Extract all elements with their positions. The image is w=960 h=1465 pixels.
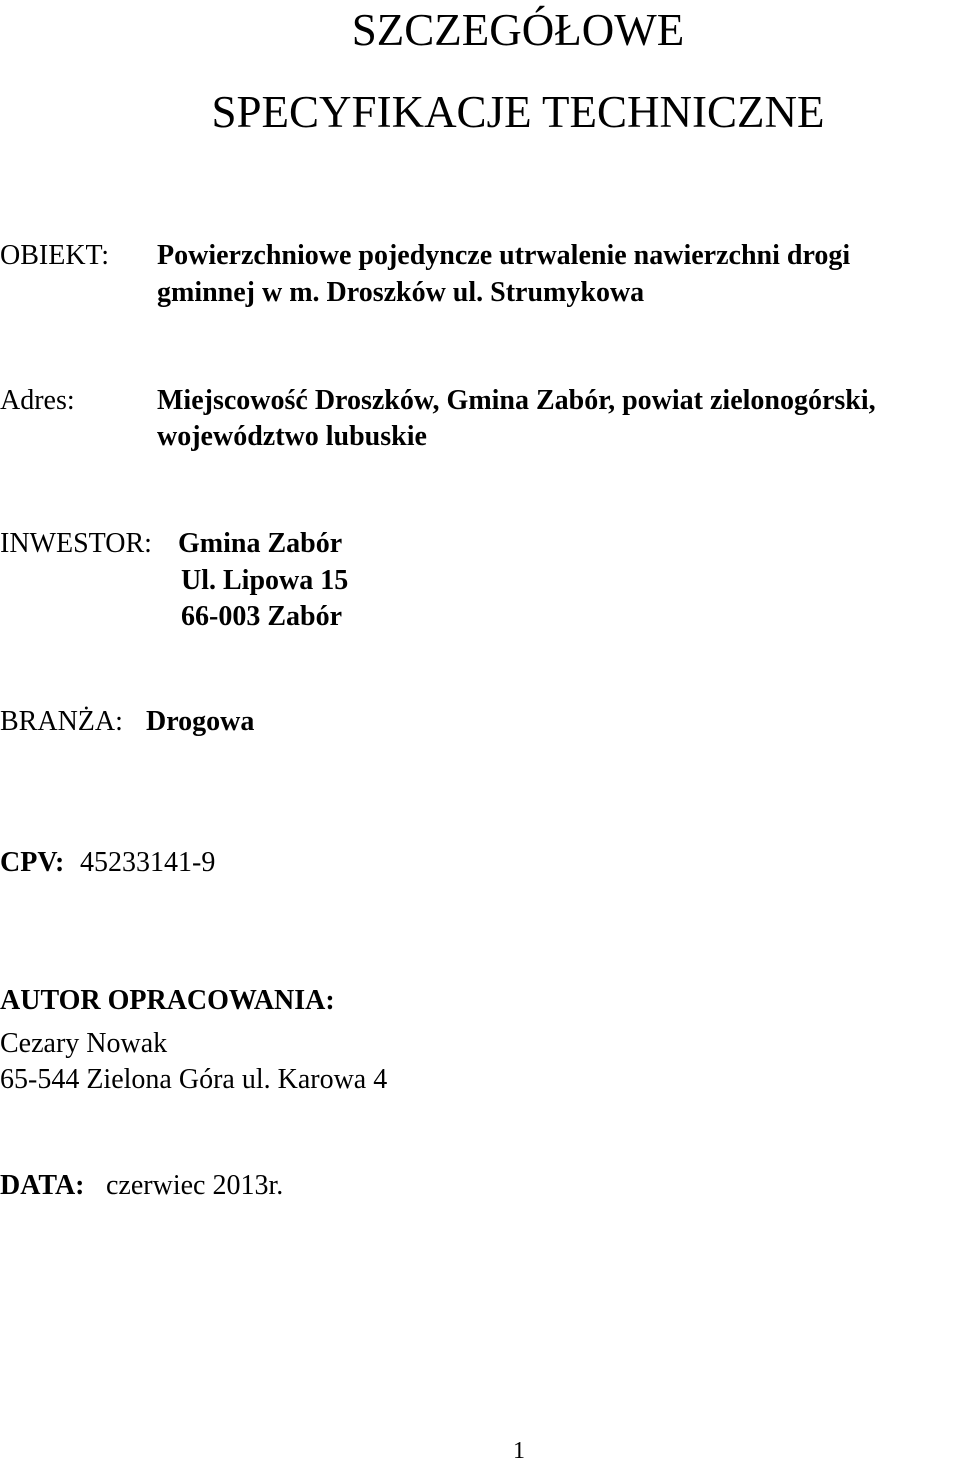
- title-line-2: SPECYFIKACJE TECHNICZNE: [211, 87, 825, 137]
- date-label: DATA:: [0, 1170, 85, 1201]
- address-line-2: województwo lubuskie: [157, 421, 427, 452]
- cpv-value: 45233141-9: [80, 847, 216, 878]
- investor-street: Ul. Lipowa 15: [181, 565, 349, 596]
- object-line-2: gminnej w m. Droszków ul. Strumykowa: [157, 277, 645, 308]
- cpv-label: CPV:: [0, 847, 65, 878]
- investor-name: Gmina Zabór: [178, 528, 343, 559]
- author-name: Cezary Nowak: [0, 1028, 168, 1059]
- object-line-1: Powierzchniowe pojedyncze utrwalenie nawierzchni drogi: [157, 240, 851, 271]
- object-label: OBIEKT:: [0, 240, 110, 271]
- page-number: 1: [513, 1438, 525, 1464]
- author-address: 65-544 Zielona Góra ul. Karowa 4: [0, 1064, 388, 1095]
- branch-label: BRANŻA:: [0, 706, 123, 737]
- date-value: czerwiec 2013r.: [106, 1170, 284, 1201]
- address-line-1: Miejscowość Droszków, Gmina Zabór, powiat zielonogórski,: [157, 385, 876, 416]
- address-label: Adres:: [0, 385, 75, 416]
- investor-postal: 66-003 Zabór: [181, 601, 342, 632]
- branch-value: Drogowa: [146, 706, 255, 737]
- title-line-1: SZCZEGÓŁOWE: [351, 5, 685, 55]
- investor-label: INWESTOR:: [0, 528, 152, 559]
- author-label: AUTOR OPRACOWANIA:: [0, 985, 335, 1016]
